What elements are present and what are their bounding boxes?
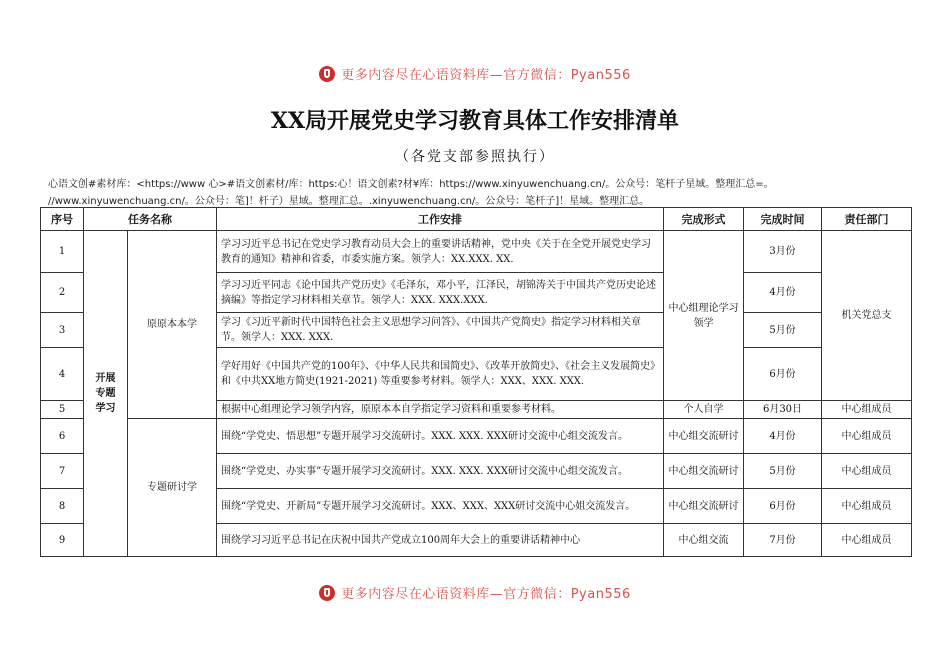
source-notice: [48, 176, 908, 210]
row-no: 5: [41, 401, 84, 419]
header-form: 完成形式: [664, 208, 744, 231]
row-no: 8: [41, 489, 84, 524]
row-time: 4月份: [744, 273, 822, 313]
row-work: 围绕“学党史、悟思想”专题开展学习交流研讨。XXX. XXX. XXX研讨交流中心组交流发言。: [217, 419, 664, 454]
row-form: 中心组交流: [664, 524, 744, 557]
row-no: 2: [41, 273, 84, 313]
row-time: 3月份: [744, 231, 822, 273]
row-no: 1: [41, 231, 84, 273]
watermark-text: 更多内容尽在心语资料库—官方微信：Pyan556: [341, 68, 631, 83]
watermark-text: 更多内容尽在心语资料库—官方微信：Pyan556: [341, 587, 631, 602]
row-no: 6: [41, 419, 84, 454]
row-form: 中心组交流研讨: [664, 489, 744, 524]
row-work: 根据中心组理论学习领学内容，原原本本自学指定学习资料和重要参考材料。: [217, 401, 664, 419]
row-form: 个人自学: [664, 401, 744, 419]
merged-dept: 机关党总支: [822, 231, 912, 401]
row-no: 4: [41, 348, 84, 401]
row-work: 学习习近平总书记在党史学习教育动员大会上的重要讲话精神，党中央《关于在全党开展党史学习教育的通知》精神和省委，市委实施方案。领学人：XX.XXX. XX.: [217, 231, 664, 273]
row-dept: 中心组成员: [822, 454, 912, 489]
sub-task-a: 原原本本学: [128, 231, 217, 419]
brand-logo-icon: [319, 585, 335, 601]
document-subtitle: （各党支部参照执行）: [395, 149, 555, 165]
sub-task-b: 专题研讨学: [128, 419, 217, 557]
header-dept: 责任部门: [822, 208, 912, 231]
row-work: 围绕“学党史、开新局”专题开展学习交流研讨。XXX、XXX、XXX研讨交流中心姐交流发言。: [217, 489, 664, 524]
notice-line-2: //www.xinyuwenchuang.cn/。公众号：笔]！杆子）星域。整理汇总。.xinyuwenchuang.cn/。公众号：笔杆子]！星域。整理汇总。: [48, 196, 650, 207]
header-task: 任务名称: [84, 208, 217, 231]
watermark-top: [0, 64, 950, 83]
document-title: XX局开展党史学习教育具体工作安排清单: [270, 108, 680, 134]
row-form: 中心组交流研讨: [664, 454, 744, 489]
row-time: 6月份: [744, 348, 822, 401]
row-dept: 中心组成员: [822, 524, 912, 557]
plan-table: [40, 207, 912, 557]
row-no: 7: [41, 454, 84, 489]
table-row: [41, 419, 912, 454]
row-dept: 中心组成员: [822, 489, 912, 524]
row-time: 5月份: [744, 313, 822, 348]
header-no: 序号: [41, 208, 84, 231]
watermark-bottom: [0, 583, 950, 602]
row-work: 围绕“学党史、办实事”专题开展学习交流研讨。XXX. XXX. XXX研讨交流中心组交流发言。: [217, 454, 664, 489]
row-work: 围绕学习习近平总书记在庆祝中国共产党成立100周年大会上的重要讲话精神中心: [217, 524, 664, 557]
header-time: 完成时间: [744, 208, 822, 231]
table-row: [41, 231, 912, 273]
notice-line-1: 心语文创#素材库：<https://www 心>#语文创素材/库：https:心！语文创素?材¥库：https://www.xinyuwenchuang.cn/。公众号：笔杆子星域。整理汇总=。: [48, 179, 774, 190]
row-work: 学习习近平同志《论中国共产党历史》《毛泽东，邓小平，江泽民，胡锦涛关于中国共产党历史论述摘编》等指定学习材料相关章节。领学人：XXX. XXX.XXX.: [217, 273, 664, 313]
brand-logo-icon: [319, 66, 335, 82]
row-time: 5月份: [744, 454, 822, 489]
row-no: 3: [41, 313, 84, 348]
merged-form: 中心组理论学习领学: [664, 231, 744, 401]
row-time: 6月30日: [744, 401, 822, 419]
row-time: 7月份: [744, 524, 822, 557]
row-time: 6月份: [744, 489, 822, 524]
row-time: 4月份: [744, 419, 822, 454]
task-category: 开展 专题 学习: [84, 231, 128, 557]
row-form: 中心组交流研讨: [664, 419, 744, 454]
row-dept: 中心组成员: [822, 401, 912, 419]
row-work: 学好用好《中国共产党的100年》、《中华人民共和国简史》、《改革开放简史》、《社会主义发展简史》和《中共XX地方简史(1921-2021) 等重要参考材料。领学人：XXX、XXX. XXX.: [217, 348, 664, 401]
table-header-row: [41, 208, 912, 231]
row-dept: 中心组成员: [822, 419, 912, 454]
row-no: 9: [41, 524, 84, 557]
row-work: 学习《习近平新时代中国特色社会主义思想学习问答》、《中国共产党简史》指定学习材料相关章节。领学人：XXX. XXX.: [217, 313, 664, 348]
header-work: 工作安排: [217, 208, 664, 231]
